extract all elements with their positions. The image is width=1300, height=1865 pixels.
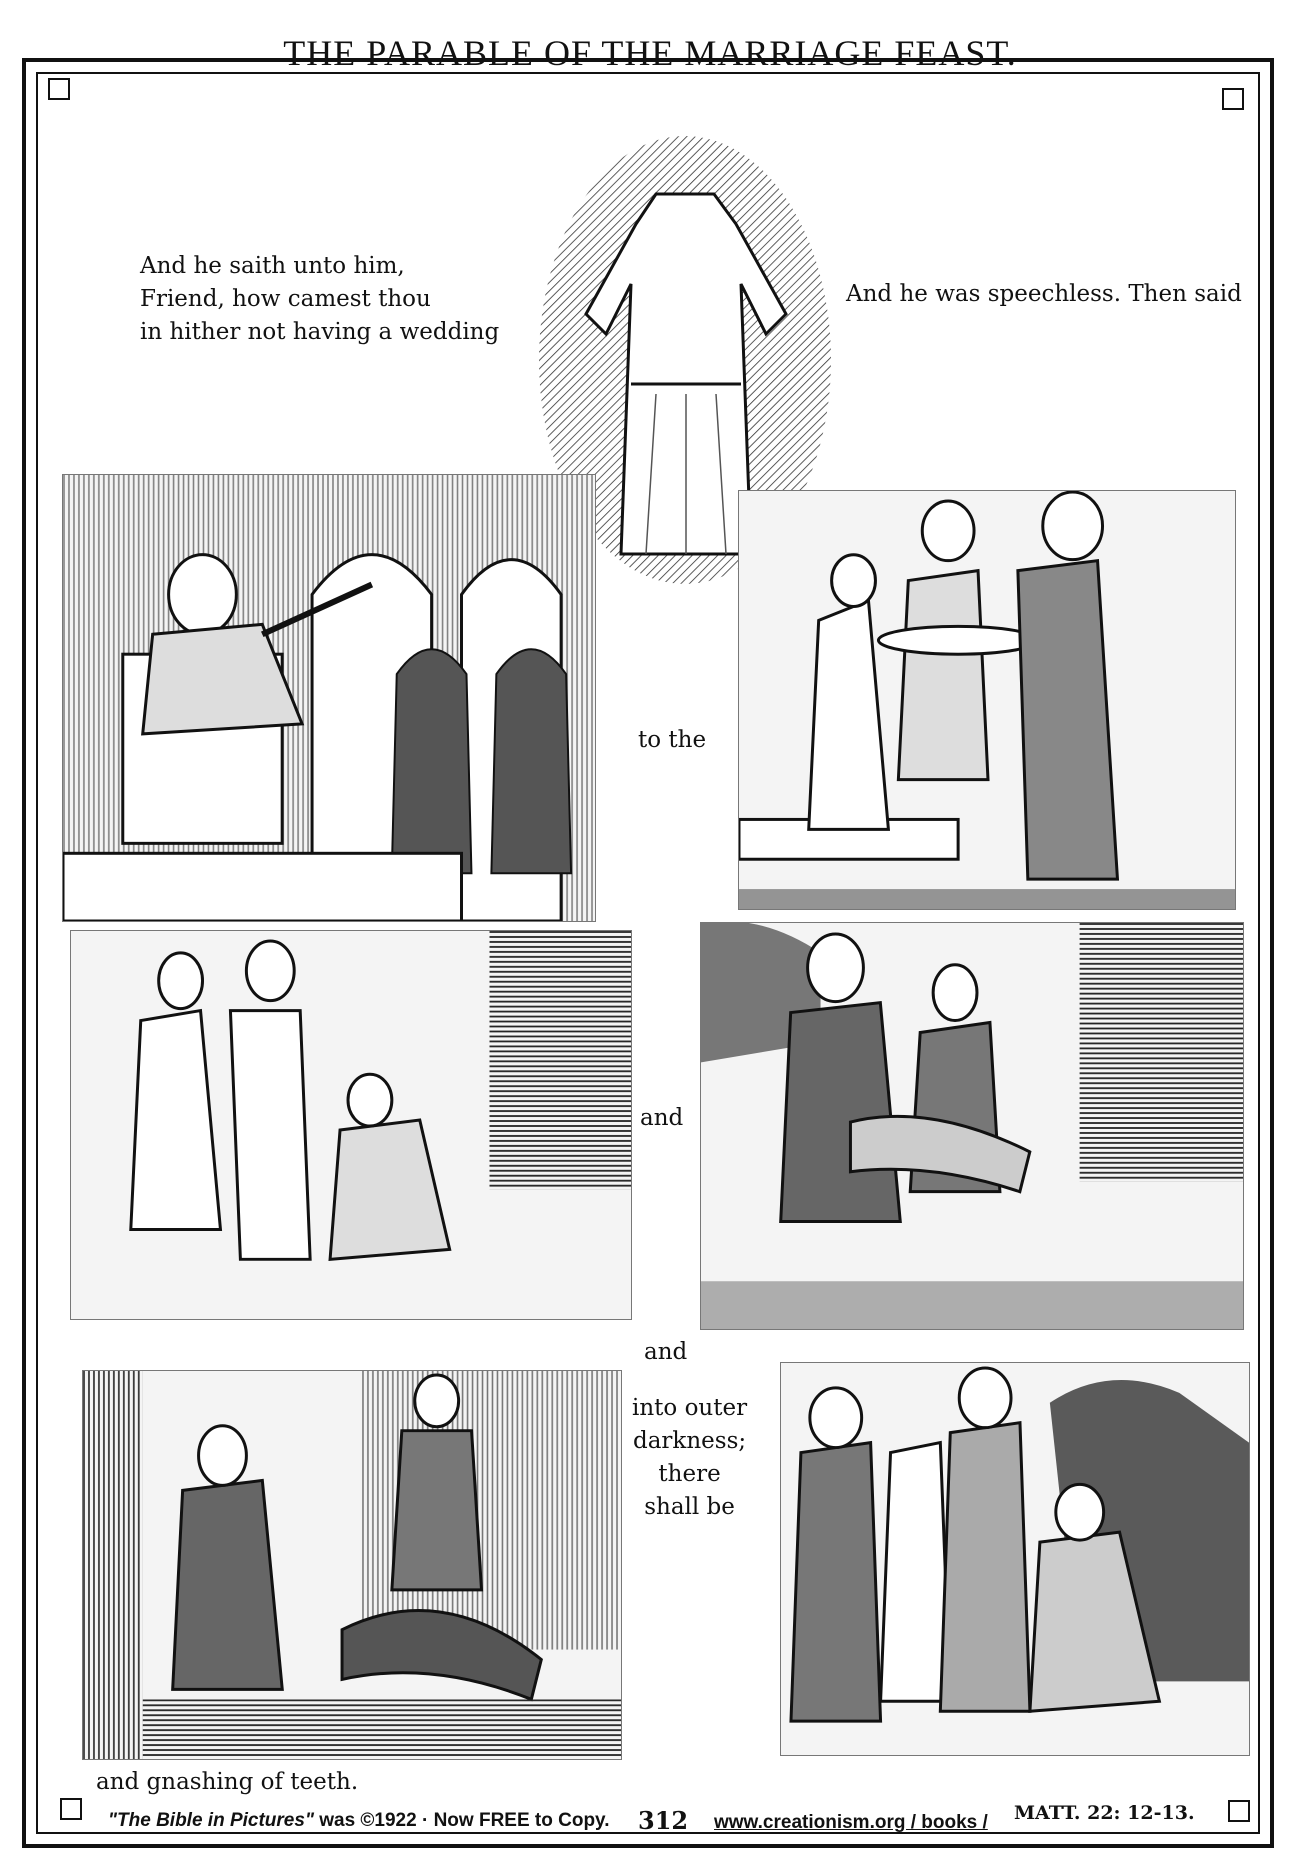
caption-and-2: and (644, 1339, 688, 1365)
footer-credit-rest: was ©1922 · Now FREE to Copy. (313, 1810, 610, 1831)
footer-credit (108, 1810, 610, 1832)
corner-ornament-bottom-left (60, 1798, 82, 1820)
caption-speechless: And he was speechless. Then said (846, 281, 1242, 307)
corner-ornament-top-left (48, 78, 70, 100)
scripture-reference: MATT. 22: 12-13. (1014, 1802, 1195, 1824)
caption-intro: And he saith unto him, Friend, how camest thou in hither not having a wedding (140, 253, 500, 345)
caption-to-the: to the (638, 727, 707, 753)
corner-ornament-top-right (1222, 88, 1244, 110)
illustration-casting-out (82, 1370, 622, 1760)
page-title: THE PARABLE OF THE MARRIAGE FEAST. (283, 33, 1017, 74)
caption-gnashing: and gnashing of teeth. (96, 1769, 359, 1795)
caption-and-1: and (640, 1105, 684, 1131)
illustration-servants-with-tray (738, 490, 1236, 910)
footer-url[interactable]: www.creationism.org / books / (714, 1812, 988, 1833)
illustration-binding-guest (70, 930, 632, 1320)
illustration-weeping-in-darkness (780, 1362, 1250, 1756)
footer-credit-title: "The Bible in Pictures" (108, 1810, 314, 1831)
page-number: 312 (638, 1806, 689, 1835)
caption-outer-darkness: into outer darkness; there shall be (632, 1395, 748, 1520)
illustration-king-on-throne (62, 474, 596, 922)
corner-ornament-bottom-right (1228, 1800, 1250, 1822)
illustration-carrying-guest (700, 922, 1244, 1330)
